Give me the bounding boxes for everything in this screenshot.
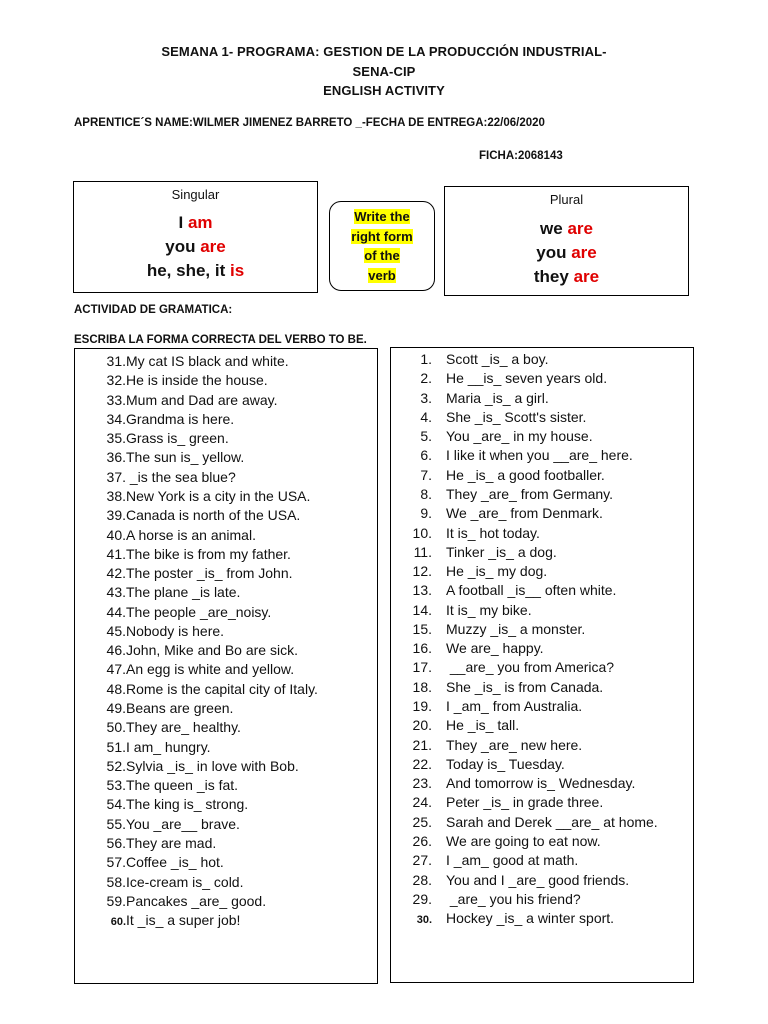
exercise-number: 35.: [106, 430, 126, 447]
exercise-number: 37.: [106, 468, 126, 485]
exercise-text: Grass is_ green.: [126, 430, 229, 447]
exercise-text: They are_ healthy.: [126, 719, 241, 736]
exercise-item: [391, 485, 613, 504]
exercise-number: 48.: [106, 680, 126, 697]
exercise-item: [75, 410, 234, 429]
exercise-number: 60.: [110, 916, 126, 929]
plural-box: [444, 186, 689, 296]
exercise-number: 26.: [412, 833, 432, 849]
exercise-item: [75, 911, 240, 930]
exercise-text: Hockey _is_ a winter sport.: [446, 910, 615, 927]
exercise-text: Coffee _is_ hot.: [126, 854, 224, 871]
exercise-number: 46.: [106, 642, 126, 659]
exercise-text: Ice-cream is_ cold.: [126, 873, 244, 890]
singular-row: he, she, it is: [146, 261, 245, 280]
page-subtitle: SENA-CIP: [352, 64, 416, 79]
singular-row: I am: [178, 213, 213, 232]
plural-conjugations: [445, 217, 688, 289]
exercise-text: Canada is north of the USA.: [126, 507, 301, 524]
exercise-text: She _is_ Scott's sister.: [446, 408, 587, 425]
exercise-number: 36.: [106, 449, 126, 466]
exercise-item: [391, 466, 605, 485]
exercise-item: [75, 660, 294, 679]
exercise-item: [75, 680, 318, 699]
exercise-number: 55.: [106, 815, 126, 832]
exercise-item: [75, 699, 233, 718]
exercise-item: [391, 909, 614, 928]
exercise-item: [75, 468, 236, 487]
exercise-text: The sun is_ yellow.: [126, 449, 245, 466]
exercise-item: [391, 755, 565, 774]
exercise-item: [75, 429, 229, 448]
exercise-number: 2.: [420, 370, 432, 387]
exercise-number: 16.: [412, 640, 432, 657]
left-exercise-box: [74, 348, 378, 984]
exercise-text: He _is_ a good footballer.: [446, 466, 605, 483]
exercise-number: 12.: [412, 563, 432, 580]
exercise-item: [75, 718, 241, 737]
exercise-item: [391, 832, 601, 851]
exercise-item: [391, 813, 658, 832]
exercise-text: John, Mike and Bo are sick.: [126, 642, 298, 659]
exercise-text: The bike is from my father.: [126, 545, 291, 562]
plural-row: they are: [533, 267, 600, 286]
exercise-text: He _is_ my dog.: [446, 563, 548, 580]
exercise-number: 59.: [106, 892, 126, 909]
exercise-item: [75, 564, 293, 583]
exercise-item: [391, 774, 635, 793]
exercise-number: 21.: [412, 736, 432, 753]
exercise-item: [391, 601, 532, 620]
exercise-text: The king is_ strong.: [126, 796, 249, 813]
exercise-text: You _are_ in my house.: [446, 428, 593, 445]
page-title: SEMANA 1- PROGRAMA: GESTION DE LA PRODUCCIÓN INDUSTRIAL-: [161, 44, 607, 59]
exercise-number: 9.: [420, 505, 432, 522]
exercise-text: Mum and Dad are away.: [126, 391, 278, 408]
exercise-item: [75, 873, 243, 892]
exercise-item: [391, 678, 603, 697]
exercise-item: [391, 620, 585, 639]
exercise-number: 3.: [420, 389, 432, 406]
exercise-number: 40.: [106, 526, 126, 543]
right-exercise-box: [390, 347, 694, 983]
exercise-text: Grandma is here.: [126, 410, 235, 427]
exercise-item: [75, 892, 266, 911]
exercise-text: Sarah and Derek __are_ at home.: [446, 813, 658, 830]
plural-row: you are: [536, 243, 597, 262]
exercise-number: 43.: [106, 584, 126, 601]
ficha-label: FICHA:2068143: [479, 150, 563, 162]
exercise-text: He __is_ seven years old.: [446, 370, 608, 387]
singular-row: you are: [165, 237, 226, 256]
exercise-number: 4.: [420, 408, 432, 425]
exercise-item: [391, 871, 629, 890]
exercise-item: [75, 738, 211, 757]
exercise-number: 5.: [420, 428, 432, 445]
exercise-item: [391, 427, 593, 446]
activity-title: ACTIVIDAD DE GRAMATICA:: [74, 304, 233, 316]
exercise-text: Today is_ Tuesday.: [446, 755, 565, 772]
exercise-number: 24.: [412, 794, 432, 811]
exercise-item: [391, 350, 548, 369]
exercise-number: 11.: [413, 543, 432, 560]
exercise-item: [391, 369, 607, 388]
exercise-number: 10.: [412, 524, 432, 541]
exercise-number: 29.: [412, 890, 432, 907]
exercise-number: 47.: [106, 661, 126, 678]
exercise-text: We are going to eat now.: [446, 833, 601, 849]
singular-conjugations: [74, 211, 317, 283]
instruction-text: Write the right form of the verb: [351, 209, 413, 283]
exercise-number: 54.: [106, 796, 126, 813]
exercise-text: A football _is__ often white.: [446, 582, 617, 599]
exercise-text: They _are_ from Germany.: [446, 485, 614, 502]
exercise-text: It is_ my bike.: [446, 601, 532, 618]
exercise-number: 39.: [106, 507, 126, 524]
exercise-item: [391, 543, 557, 562]
exercise-number: 45.: [106, 622, 126, 639]
exercise-text: You and I _are_ good friends.: [446, 871, 630, 888]
exercise-text: It is_ hot today.: [446, 524, 540, 541]
exercise-item: [391, 389, 549, 408]
exercise-item: [75, 641, 298, 660]
exercise-text: New York is a city in the USA.: [126, 487, 311, 504]
exercise-number: 13.: [412, 582, 432, 599]
activity-heading: ENGLISH ACTIVITY: [323, 83, 445, 98]
exercise-text: The plane _is late.: [126, 584, 241, 601]
exercise-item: [75, 853, 224, 872]
exercise-text: He is inside the house.: [126, 372, 268, 389]
exercise-number: 50.: [106, 719, 126, 736]
exercise-text: I am_ hungry.: [126, 738, 211, 755]
exercise-number: 32.: [106, 372, 126, 389]
exercise-number: 38.: [106, 487, 126, 504]
exercise-item: [391, 562, 547, 581]
exercise-text: The people _are_noisy.: [126, 603, 272, 620]
exercise-number: 17.: [412, 659, 432, 676]
exercise-number: 30.: [416, 914, 432, 927]
exercise-text: I _am_ good at math.: [446, 852, 579, 869]
exercise-text: You _are__ brave.: [126, 815, 240, 832]
exercise-text: I _am_ from Australia.: [446, 698, 583, 715]
exercise-item: [75, 448, 244, 467]
exercise-item: [391, 716, 519, 735]
exercise-item: [75, 603, 271, 622]
exercise-number: 23.: [412, 775, 432, 792]
instruction-box: [329, 201, 435, 291]
exercise-item: [391, 504, 603, 523]
exercise-text: My cat IS black and white.: [126, 353, 289, 369]
exercise-number: 41.: [106, 545, 126, 562]
exercise-number: 28.: [412, 871, 432, 888]
exercise-item: [391, 639, 544, 658]
exercise-item: [391, 446, 633, 465]
exercise-number: 31.: [106, 353, 126, 369]
exercise-item: [75, 834, 216, 853]
exercise-number: 51.: [106, 738, 126, 755]
exercise-text: Scott _is_ a boy.: [446, 351, 549, 367]
exercise-text: We _are_ from Denmark.: [446, 505, 603, 522]
exercise-item: [75, 545, 291, 564]
exercise-number: 57.: [106, 854, 126, 871]
exercise-item: [75, 815, 240, 834]
exercise-text: I like it when you __are_ here.: [446, 447, 633, 464]
exercise-text: The poster _is_ from John.: [126, 565, 293, 582]
student-name-line: APRENTICE´S NAME:WILMER JIMENEZ BARRETO _-FECHA DE ENTREGA:22/06/2020: [74, 117, 545, 129]
exercise-text: Beans are green.: [126, 700, 234, 717]
exercise-item: [391, 408, 586, 427]
exercise-number: 19.: [412, 698, 432, 715]
exercise-item: [75, 487, 310, 506]
exercise-text: Sylvia _is_ in love with Bob.: [126, 757, 299, 774]
exercise-text: And tomorrow is_ Wednesday.: [446, 775, 636, 792]
exercise-item: [391, 581, 616, 600]
exercise-number: 33.: [106, 391, 126, 408]
exercise-number: 42.: [106, 565, 126, 582]
exercise-item: [75, 622, 224, 641]
exercise-item: [75, 776, 238, 795]
exercise-text: He _is_ tall.: [446, 717, 520, 734]
exercise-text: __are_ you from America?: [446, 659, 615, 676]
exercise-text: Peter _is_ in grade three.: [446, 794, 604, 811]
exercise-text: They are mad.: [126, 835, 217, 851]
exercise-text: We are_ happy.: [446, 640, 544, 657]
exercise-number: 58.: [106, 873, 126, 890]
singular-title: Singular: [171, 187, 220, 202]
singular-box: [73, 181, 318, 293]
exercise-number: 25.: [412, 813, 432, 830]
exercise-number: 8.: [420, 485, 432, 502]
exercise-text: It _is_ a super job!: [126, 912, 241, 929]
exercise-number: 52.: [106, 757, 126, 774]
exercise-number: 44.: [106, 603, 126, 620]
exercise-text: Maria _is_ a girl.: [446, 389, 549, 406]
exercise-number: 7.: [420, 466, 432, 483]
exercise-number: 53.: [106, 777, 126, 794]
exercise-text: She _is_ is from Canada.: [446, 678, 604, 695]
exercise-number: 34.: [106, 410, 126, 427]
exercise-number: 56.: [106, 835, 126, 851]
exercise-item: [391, 793, 603, 812]
exercise-item: [391, 658, 614, 677]
exercise-item: [391, 851, 578, 870]
exercise-item: [391, 524, 540, 543]
exercise-text: Nobody is here.: [126, 622, 225, 639]
exercise-number: 20.: [412, 717, 432, 734]
exercise-item: [75, 391, 277, 410]
exercise-number: 14.: [412, 601, 432, 618]
exercise-number: 22.: [412, 755, 432, 772]
exercise-number: 49.: [106, 700, 126, 717]
exercise-text: Muzzy _is_ a monster.: [446, 620, 586, 637]
exercise-text: Pancakes _are_ good.: [126, 892, 267, 909]
exercise-item: [75, 526, 256, 545]
exercise-item: [75, 352, 289, 371]
exercise-text: Tinker _is_ a dog.: [446, 543, 557, 560]
plural-title: Plural: [549, 192, 584, 207]
exercise-text: A horse is an animal.: [126, 526, 256, 543]
exercise-text: They _are_ new here.: [446, 736, 583, 753]
exercise-item: [75, 371, 268, 390]
exercise-item: [75, 583, 240, 602]
exercise-item: [391, 697, 582, 716]
exercise-number: 15.: [412, 620, 432, 637]
exercise-item: [391, 736, 582, 755]
exercise-number: 18.: [412, 678, 432, 695]
exercise-text: _are_ you his friend?: [446, 890, 581, 907]
exercise-item: [391, 890, 581, 909]
exercise-item: [75, 795, 248, 814]
activity-subtitle: ESCRIBA LA FORMA CORRECTA DEL VERBO TO BE.: [74, 334, 367, 346]
exercise-text: Rome is the capital city of Italy.: [126, 680, 318, 697]
exercise-text: _is the sea blue?: [126, 468, 236, 485]
exercise-text: The queen _is fat.: [126, 777, 239, 794]
exercise-number: 6.: [420, 447, 432, 464]
exercise-text: An egg is white and yellow.: [126, 661, 295, 678]
exercise-item: [75, 506, 300, 525]
exercise-item: [75, 757, 299, 776]
exercise-number: 1.: [420, 351, 432, 367]
exercise-number: 27.: [412, 852, 432, 869]
plural-row: we are: [540, 219, 593, 238]
